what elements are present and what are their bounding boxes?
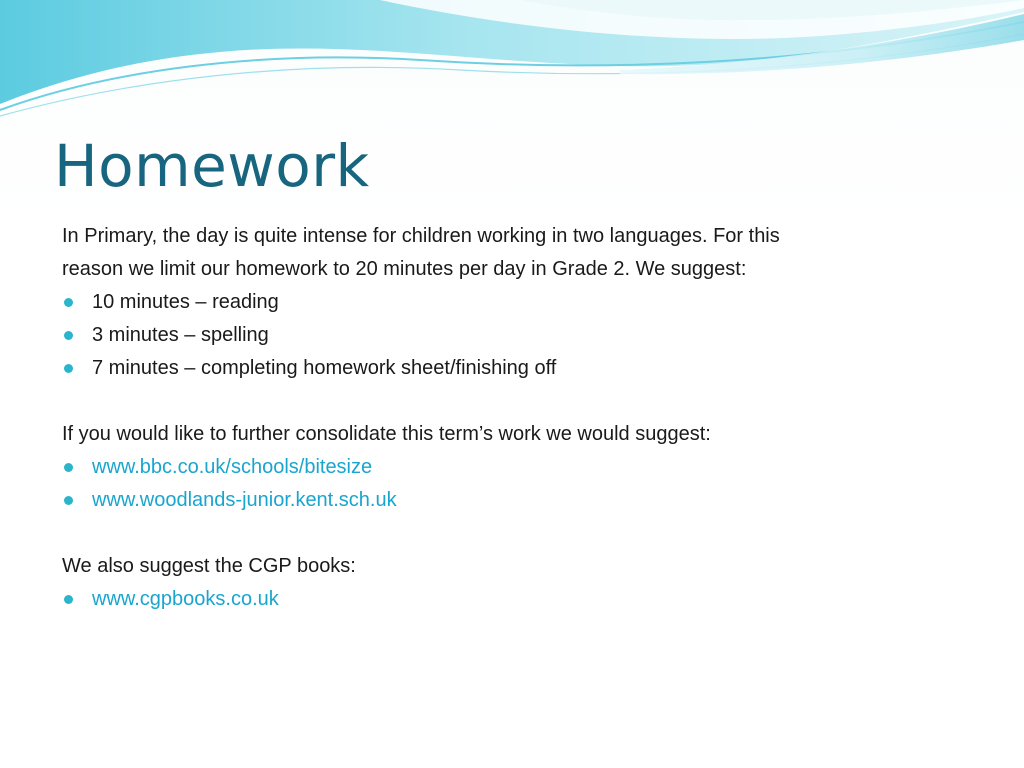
list-item [62, 319, 962, 352]
bullet-dot-icon [64, 364, 73, 373]
bullet-dot-icon [64, 496, 73, 505]
list-item [62, 286, 962, 319]
bullet-dot-icon [64, 298, 73, 307]
list-item [62, 451, 962, 484]
list-item-label: 10 minutes – reading [92, 291, 279, 313]
website-list [62, 451, 962, 517]
decorative-wave [0, 0, 1024, 130]
woodlands-junior-link[interactable]: www.woodlands-junior.kent.sch.uk [92, 489, 397, 511]
list-item [62, 583, 962, 616]
cgp-books-link[interactable]: www.cgpbooks.co.uk [92, 588, 279, 610]
intro-line-1: In Primary, the day is quite intense for children working in two languages. For this [62, 225, 780, 247]
bullet-dot-icon [64, 463, 73, 472]
consolidate-text: If you would like to further consolidate this term’s work we would suggest: [62, 423, 711, 445]
list-item-label: 3 minutes – spelling [92, 324, 269, 346]
list-item-label: 7 minutes – completing homework sheet/finishing off [92, 357, 557, 379]
schedule-list [62, 286, 962, 385]
page-title: Homework [54, 132, 370, 200]
cgp-text: We also suggest the CGP books: [62, 555, 356, 577]
spacer [62, 517, 962, 550]
intro-line-2: reason we limit our homework to 20 minutes per day in Grade 2. We suggest: [62, 258, 747, 280]
bullet-dot-icon [64, 595, 73, 604]
bbc-bitesize-link[interactable]: www.bbc.co.uk/schools/bitesize [92, 456, 373, 478]
cgp-list [62, 583, 962, 616]
bullet-dot-icon [64, 331, 73, 340]
list-item [62, 484, 962, 517]
list-item [62, 352, 962, 385]
spacer [62, 385, 962, 418]
slide-body [62, 220, 962, 616]
